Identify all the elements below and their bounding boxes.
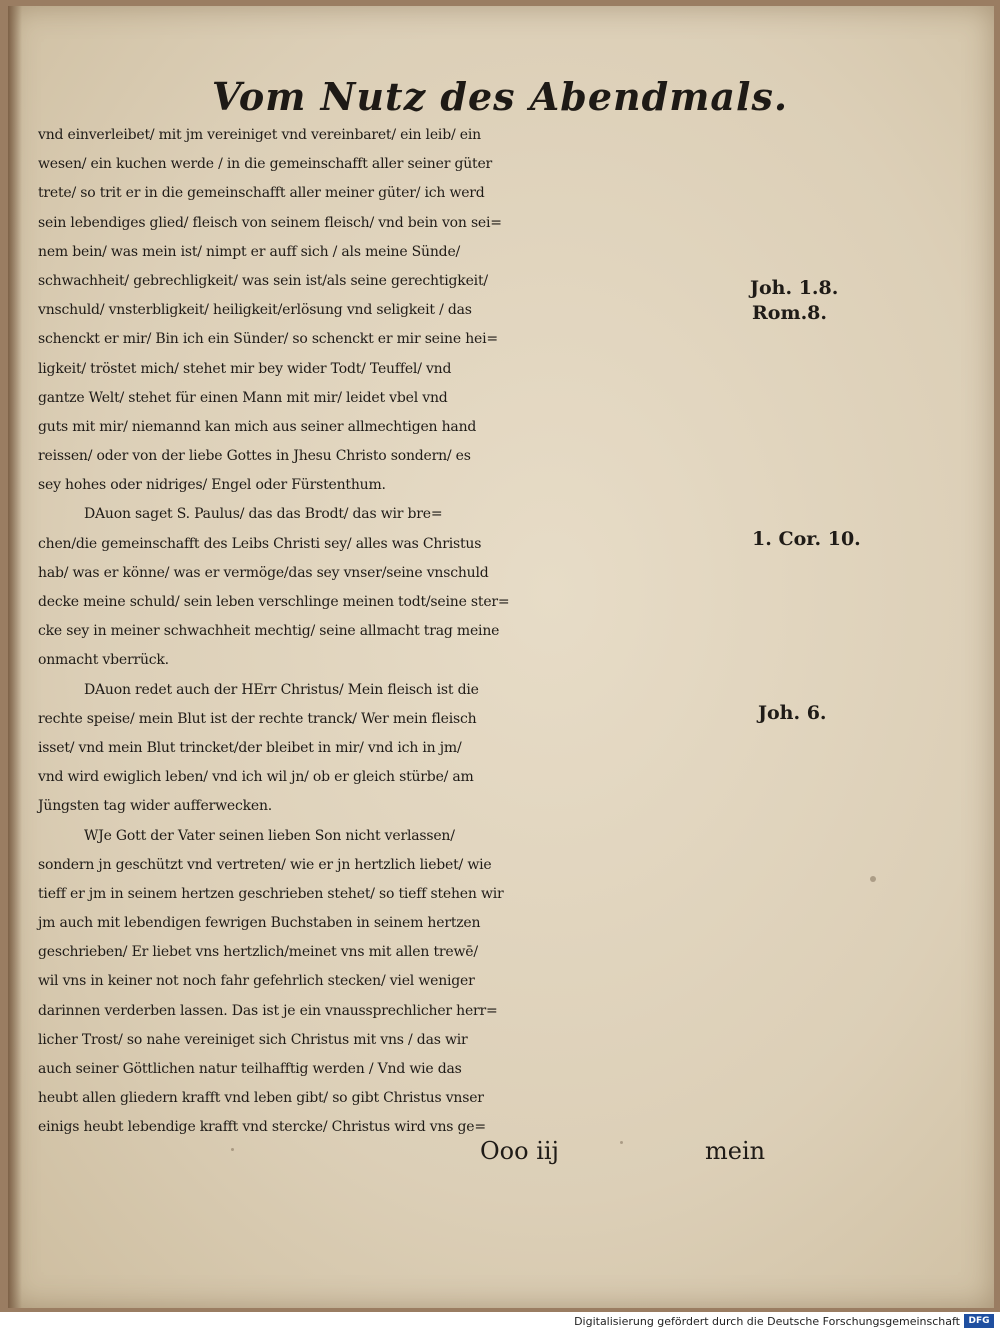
- text-line: rechte speise/ mein Blut ist der rechte tranck/ Wer mein fleisch: [38, 710, 477, 727]
- margin-note-cor: 1. Cor. 10.: [752, 528, 861, 550]
- text-line: licher Trost/ so nahe vereiniget sich Christus mit vns / das wir: [38, 1031, 468, 1048]
- margin-note-rom: Rom.8.: [752, 302, 828, 324]
- text-line: WJe Gott der Vater seinen lieben Son nicht verlassen/: [84, 827, 455, 844]
- text-line: heubt allen gliedern krafft vnd leben gibt/ so gibt Christus vnser: [38, 1090, 484, 1107]
- text-line: DAuon saget S. Paulus/ das das Brodt/ das wir bre=: [84, 506, 443, 523]
- text-line: schenckt er mir/ Bin ich ein Sünder/ so schenckt er mir seine hei=: [38, 331, 498, 348]
- text-line: einigs heubt lebendige krafft vnd stercke/ Christus wird vns ge=: [38, 1119, 486, 1136]
- text-line: vnschuld/ vnsterbligkeit/ heiligkeit/erlösung vnd seligkeit / das: [38, 302, 472, 319]
- text-line: chen/die gemeinschafft des Leibs Christi sey/ alles was Christus: [38, 535, 482, 552]
- text-line: isset/ vnd mein Blut trincket/der bleibet in mir/ vnd ich in jm/: [38, 739, 462, 756]
- text-line: schwachheit/ gebrechligkeit/ was sein ist/als seine gerechtigkeit/: [38, 272, 488, 289]
- paper-speck: [620, 1141, 623, 1144]
- paper-speck: [231, 1148, 234, 1151]
- page-gutter-shadow: [8, 6, 22, 1308]
- dfg-logo: DFG: [964, 1314, 994, 1328]
- credit-bar: [0, 1313, 1000, 1330]
- text-line: sey hohes oder nidriges/ Engel oder Fürstenthum.: [38, 477, 386, 494]
- text-line: hab/ was er könne/ was er vermöge/das sey vnser/seine vnschuld: [38, 564, 489, 581]
- text-line: wesen/ ein kuchen werde / in die gemeinschafft aller seiner güter: [38, 156, 493, 173]
- text-line: auch seiner Göttlichen natur teilhafftig werden / Vnd wie das: [38, 1061, 462, 1077]
- text-line: wil vns in keiner not noch fahr gefehrlich stecken/ viel weniger: [38, 973, 475, 990]
- catchword: mein: [705, 1137, 766, 1165]
- body-text: [38, 121, 768, 1143]
- text-line: sein lebendiges glied/ fleisch von seinem fleisch/ vnd bein von sei=: [38, 214, 502, 231]
- text-line: tieff er jm in seinem hertzen geschrieben stehet/ so tieff stehen wir: [38, 885, 504, 902]
- running-header: Vom Nutz des Abendmals.: [211, 74, 789, 119]
- text-line: geschrieben/ Er liebet vns hertzlich/meinet vns mit allen trewē/: [38, 944, 478, 961]
- text-line: vnd wird ewiglich leben/ vnd ich wil jn/ ob er gleich stürbe/ am: [38, 769, 474, 786]
- text-line: sondern jn geschützt vnd vertreten/ wie er jn hertzlich liebet/ wie: [38, 856, 492, 873]
- funding-credit: Digitalisierung gefördert durch die Deutsche Forschungsgemeinschaft: [574, 1315, 960, 1328]
- text-line: gantze Welt/ stehet für einen Mann mit mir/ leidet vbel vnd: [38, 389, 448, 406]
- text-line: jm auch mit lebendigen fewrigen Buchstaben in seinem hertzen: [38, 915, 481, 932]
- signature-mark: Ooo iij: [480, 1137, 559, 1165]
- text-line: DAuon redet auch der HErr Christus/ Mein fleisch ist die: [84, 681, 479, 698]
- margin-note-joh1: Joh. 1.8.: [750, 277, 839, 299]
- paper-speck: [870, 876, 876, 882]
- text-line: cke sey in meiner schwachheit mechtig/ seine allmacht trag meine: [38, 623, 500, 640]
- text-line: vnd einverleibet/ mit jm vereiniget vnd vereinbaret/ ein leib/ ein: [38, 127, 481, 143]
- margin-note-joh6: Joh. 6.: [758, 702, 827, 724]
- text-line: ligkeit/ tröstet mich/ stehet mir bey wider Todt/ Teuffel/ vnd: [38, 360, 452, 377]
- text-line: trete/ so trit er in die gemeinschafft aller meiner güter/ ich werd: [38, 185, 485, 202]
- text-line: onmacht vberrück.: [38, 652, 169, 669]
- text-line: guts mit mir/ niemannd kan mich aus seiner allmechtigen hand: [38, 418, 477, 435]
- text-line: reissen/ oder von der liebe Gottes in Jhesu Christo sondern/ es: [38, 448, 471, 465]
- text-line: decke meine schuld/ sein leben verschlinge meinen todt/seine ster=: [38, 594, 510, 610]
- text-line: Jüngsten tag wider aufferwecken.: [38, 798, 273, 815]
- text-line: nem bein/ was mein ist/ nimpt er auff sich / als meine Sünde/: [38, 243, 461, 260]
- text-line: darinnen verderben lassen. Das ist je ein vnaussprechlicher herr=: [38, 1002, 498, 1019]
